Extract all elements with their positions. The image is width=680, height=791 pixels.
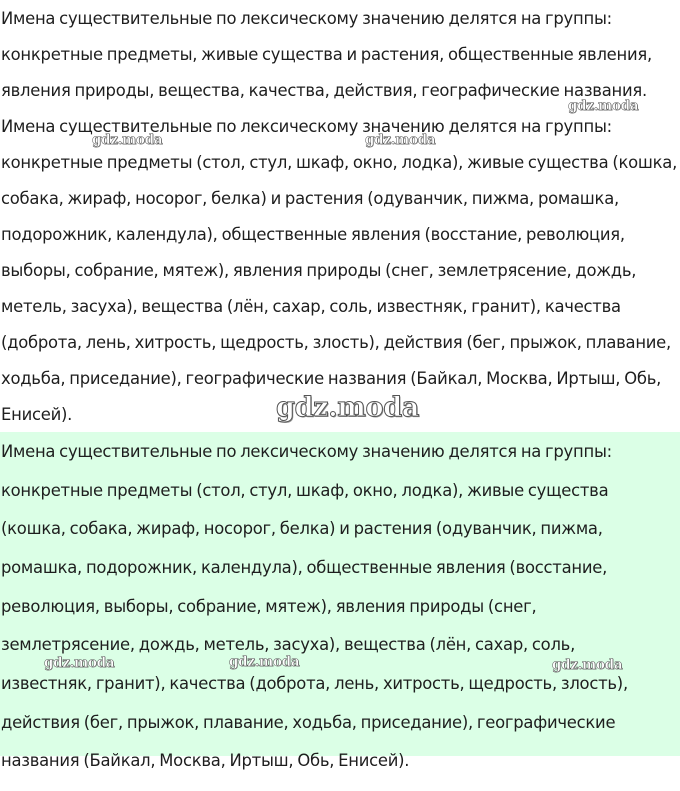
text-line: землетрясение, дождь, метель, засуха), вещества (лён, сахар, соль,	[1, 635, 576, 655]
text-line: Енисей).	[1, 405, 73, 424]
paragraph-detailed	[0, 108, 680, 432]
paragraph-summary	[0, 0, 680, 108]
text-line: конкретные предметы (стол, стул, шкаф, окно, лодка), живые существа (кошка,	[1, 153, 678, 172]
text-line: подорожник, календула), общественные явления (восстание, революция,	[1, 225, 625, 244]
text-line: Имена существительные по лексическому значению делятся на группы:	[1, 117, 612, 136]
text-line: метель, засуха), вещества (лён, сахар, соль, известняк, гранит), качества	[1, 297, 621, 316]
text-line: выборы, собрание, мятеж), явления природы (снег, землетрясение, дождь,	[1, 261, 637, 280]
watermark: gdz.moda	[229, 654, 300, 670]
watermark: gdz.moda	[568, 98, 639, 114]
text-line: действия (бег, прыжок, плавание, ходьба, приседание), географические	[1, 712, 616, 732]
text-line: ходьба, приседание), географические названия (Байкал, Москва, Иртыш, Обь,	[1, 369, 662, 388]
text-line: явления природы, вещества, качества, действия, географические названия.	[1, 81, 647, 100]
text-line-clipped: названия (Байкал, Москва, Иртыш, Обь, Енисей).	[1, 750, 410, 770]
text-line: (кошка, собака, жираф, носорог, белка) и растения (одуванчик, пижма,	[1, 519, 603, 539]
watermark: gdz.moda	[92, 132, 163, 148]
text-line: (доброта, лень, хитрость, щедрость, злость), действия (бег, прыжок, плавание,	[1, 333, 671, 352]
text-line: ромашка, подорожник, календула), общественные явления (восстание,	[1, 558, 608, 578]
watermark: gdz.moda	[365, 132, 436, 148]
text-line: революция, выборы, собрание, мятеж), явления природы (снег,	[1, 596, 537, 616]
watermark: gdz.moda	[276, 392, 420, 423]
text-line: Имена существительные по лексическому значению делятся на группы:	[1, 9, 612, 28]
text-line: Имена существительные по лексическому значению делятся на группы:	[1, 442, 612, 461]
watermark: gdz.moda	[552, 657, 623, 673]
text-line: конкретные предметы, живые существа и растения, общественные явления,	[1, 45, 652, 64]
text-line: собака, жираф, носорог, белка) и растения (одуванчик, пижма, ромашка,	[1, 189, 619, 208]
paragraph-highlighted-answer	[0, 432, 680, 770]
watermark: gdz.moda	[44, 655, 115, 671]
text-line: конкретные предметы (стол, стул, шкаф, окно, лодка), живые существа	[1, 480, 609, 500]
text-line: известняк, гранит), качества (доброта, лень, хитрость, щедрость, злость),	[1, 674, 628, 694]
